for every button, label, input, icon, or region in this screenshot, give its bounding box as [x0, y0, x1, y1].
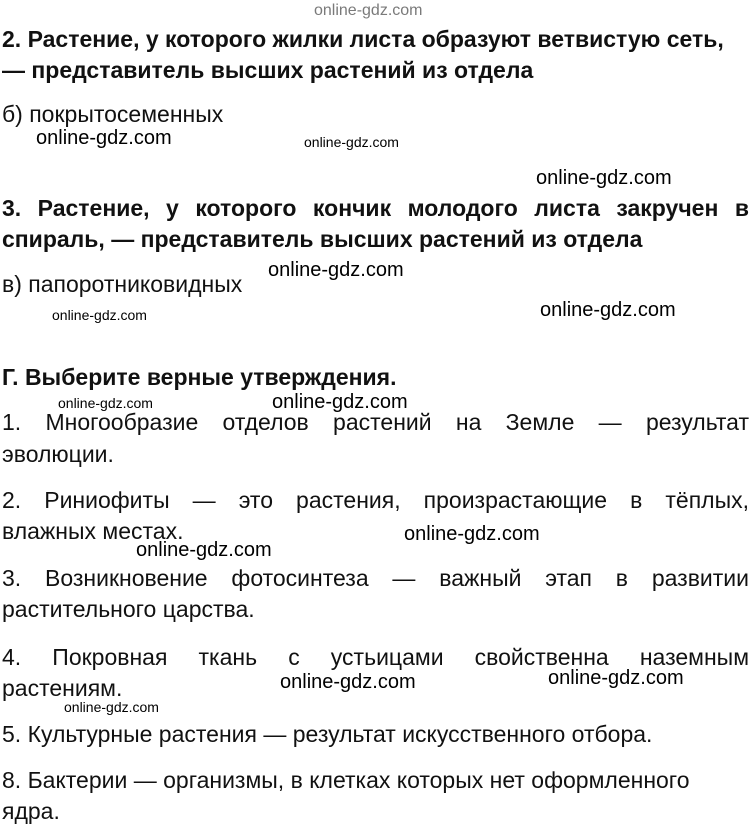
question-3-answer: в) папоротниковидных: [2, 271, 243, 297]
statement-3-line-2: растительного царства.: [2, 596, 255, 622]
statement-2-line-2: влажных местах.: [2, 518, 184, 544]
watermark: online-gdz.com: [52, 307, 147, 323]
watermark: online-gdz.com: [136, 539, 272, 561]
watermark: online-gdz.com: [540, 299, 676, 321]
statement-2-line-1: 2. Риниофиты — это растения, произрастающие в тёплых,: [2, 487, 749, 513]
question-2-answer: б) покрытосеменных: [2, 101, 224, 127]
statement-5-line-1: 5. Культурные растения — результат искусственного отбора.: [2, 721, 653, 747]
watermark: online-gdz.com: [548, 667, 684, 689]
watermark: online-gdz.com: [64, 699, 159, 715]
statement-8-line-2: ядра.: [2, 798, 60, 824]
statement-1-line-1: 1. Многообразие отделов растений на Земле — результат: [2, 409, 749, 435]
watermark: online-gdz.com: [536, 167, 672, 189]
statement-8-line-1: 8. Бактерии — организмы, в клетках которых нет оформленного: [2, 767, 690, 793]
watermark: online-gdz.com: [36, 127, 172, 149]
question-3-line-1: 3. Растение, у которого кончик молодого листа закручен в: [2, 195, 749, 221]
watermark: online-gdz.com: [404, 523, 540, 545]
watermark-top: online-gdz.com: [314, 2, 423, 19]
watermark: online-gdz.com: [272, 391, 408, 413]
statement-3-line-1: 3. Возникновение фотосинтеза — важный этап в развитии: [2, 565, 749, 591]
question-3-line-2: спираль, — представитель высших растений из отдела: [2, 226, 643, 252]
watermark: online-gdz.com: [58, 395, 153, 411]
question-2-line-1: 2. Растение, у которого жилки листа образуют ветвистую сеть,: [2, 26, 724, 52]
watermark: online-gdz.com: [304, 134, 399, 150]
statement-4-line-2: растениям.: [2, 675, 123, 701]
watermark: online-gdz.com: [280, 671, 416, 693]
statement-1-line-2: эволюции.: [2, 441, 114, 467]
statement-4-line-1: 4. Покровная ткань с устьицами свойственна наземным: [2, 644, 749, 670]
section-g-heading: Г. Выберите верные утверждения.: [2, 364, 397, 390]
watermark: online-gdz.com: [268, 259, 404, 281]
question-2-line-2: — представитель высших растений из отдела: [2, 57, 534, 83]
